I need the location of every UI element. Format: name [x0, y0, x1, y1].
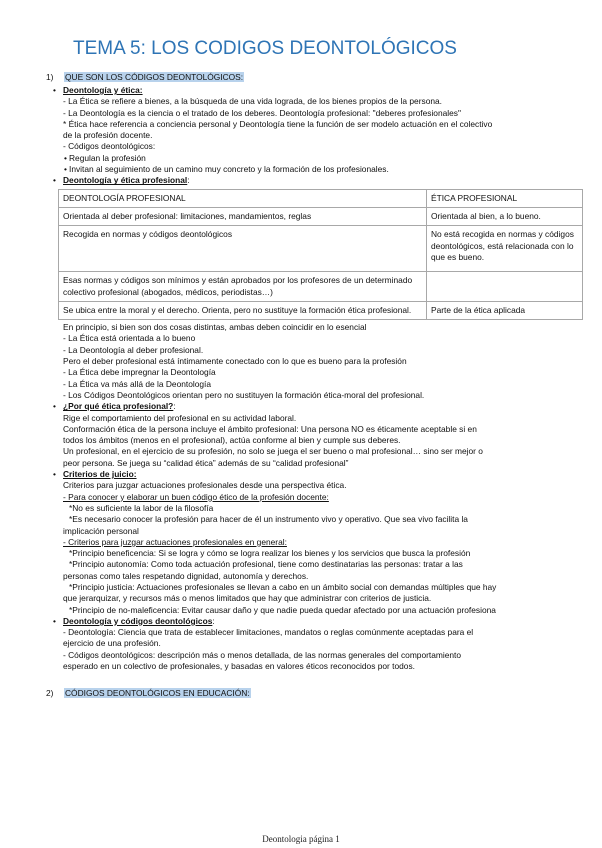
bullet-icon: • [53, 85, 56, 95]
text-line: En principio, si bien son dos cosas distintas, ambas deben coincidir en lo esencial [63, 322, 367, 333]
section-1-title: QUE SON LOS CÓDIGOS DEONTOLÓGICOS: [65, 72, 244, 82]
text-line: *Principio autonomía: Como toda actuación profesional, tiene como destinatarias las personas: tratar a las [69, 559, 463, 570]
text-line: Conformación ética de la persona incluye el ámbito profesional: Una persona NO es éticamente aceptable si en [63, 423, 477, 434]
bullet-criterios-juicio [0, 469, 602, 480]
text-line: - Deontología: Ciencia que trata de establecer limitaciones, mandatos o reglas comúnmente aceptadas para el [63, 627, 474, 638]
text-line: - La Ética se refiere a bienes, a la búsqueda de una vida lograda, de los bienes propios de la persona. [63, 96, 442, 107]
text-line: - La Deontología al deber profesional. [63, 344, 204, 355]
text-line: - Códigos deontológicos: [63, 141, 156, 152]
bullet-deontologia-etica-profesional: • Deontología y ética profesional: [53, 175, 190, 186]
bullet-deontologia-etica [0, 85, 602, 96]
table-cell: Esas normas y códigos son mínimos y están aprobados por los profesores de un determinado colectivo profesional (abogados, médicos, periodistas…) [59, 272, 427, 302]
bullet-icon: • [64, 164, 67, 175]
bullet-icon: • [53, 401, 56, 412]
section-2-title: CÓDIGOS DEONTOLÓGICOS EN EDUCACIÓN: [65, 688, 250, 699]
table-header-cell: ÉTICA PROFESIONAL [427, 189, 583, 207]
text-line: *Principio justicia: Actuaciones profesionales se llevan a cabo en un ámbito social con demandas múltiples que hay [69, 581, 497, 592]
sub-list-item: • Regulan la profesión [64, 152, 146, 163]
table-cell: No está recogida en normas y códigos deontológicos, está relacionada con lo que es bueno. [427, 226, 583, 272]
section-2-heading [0, 688, 602, 701]
table-header-row [59, 189, 583, 207]
table-cell [427, 272, 583, 302]
table-cell: Orientada al deber profesional: limitaciones, mandamientos, reglas [59, 207, 427, 225]
table-row [59, 301, 583, 319]
table-row [59, 226, 583, 272]
bullet-title: Deontología y ética profesional [63, 175, 188, 186]
text-line: * Ética hace referencia a conciencia personal y Deontología tiene la función de ser modelo actuación en el colectivo [63, 118, 493, 129]
text-line: *Principio beneficencia: Si se logra y cómo se logra realizar los bienes y los servicios que busca la profesión [69, 548, 471, 559]
text-line: Criterios para juzgar actuaciones profesionales desde una perspectiva ética. [63, 480, 347, 491]
subheading-line: - Para conocer y elaborar un buen código ético de la profesión docente: [63, 491, 329, 502]
text-line: personas como tales respetando dignidad, autonomía y derechos. [63, 570, 309, 581]
section-1-number: 1) [46, 72, 54, 82]
bullet-icon: • [64, 152, 67, 163]
bullet-por-que-etica: • ¿Por qué ética profesional?: [53, 401, 176, 412]
text-line: implicación personal [63, 525, 139, 536]
bullet-icon: • [53, 175, 56, 186]
text-line: *Es necesario conocer la profesión para hacer de él un instrumento vivo y operativo. Que sea vivo facilita la [69, 514, 468, 525]
text-line: Rige el comportamiento del profesional en su actividad laboral. [63, 412, 297, 423]
table-cell: Parte de la ética aplicada [427, 301, 583, 319]
text-line: *No es suficiente la labor de la filosofía [69, 502, 214, 513]
sub-list-item: • Invitan al seguimiento de un camino muy concreto y la formación de los profesionales. [64, 164, 389, 175]
table-header-cell: DEONTOLOGÍA PROFESIONAL [59, 189, 427, 207]
table-cell: Recogida en normas y códigos deontológicos [59, 226, 427, 272]
page-title: TEMA 5: LOS CODIGOS DEONTOLÓGICOS [73, 38, 457, 59]
table-row [59, 207, 583, 225]
section-1-heading [0, 72, 602, 85]
text-line: Un profesional, en el ejercicio de su profesión, no solo se juega el ser bueno o mal profesional… sino ser mejor o [63, 446, 483, 457]
text-line: todos los ámbitos (menos en el profesional), actúa conforme al bien y cumple sus deberes. [63, 435, 401, 446]
bullet-title: Deontología y códigos deontológicos [63, 615, 213, 626]
bullet-title: Criterios de juicio: [63, 469, 137, 480]
text-line: que jerarquizar, y recursos más o menos limitados que hay que administrar con criterios de justicia. [63, 593, 432, 604]
bullet-icon: • [53, 469, 56, 480]
text-line: - La Ética está orientada a lo bueno [63, 333, 196, 344]
comparison-table [58, 189, 583, 320]
text-line: - La Deontología es la ciencia o el tratado de los deberes. Deontología profesional: "deberes profesionales" [63, 107, 461, 118]
text-line: *Principio de no-maleficencia: Evitar causar daño y que nadie pueda quedar afectado por una actuación profesiona [69, 604, 496, 615]
table-row [59, 272, 583, 302]
text-line: - Los Códigos Deontológicos orientan pero no sustituyen la formación ética-moral del profesional. [63, 389, 425, 400]
text-line: de la profesión docente. [63, 130, 153, 141]
bullet-title: ¿Por qué ética profesional? [63, 401, 174, 412]
document-body [0, 72, 602, 701]
bullet-icon: • [53, 615, 56, 626]
table-cell: Orientada al bien, a lo bueno. [427, 207, 583, 225]
subheading-line: - Criterios para juzgar actuaciones profesionales en general: [63, 536, 287, 547]
text-line: Pero el deber profesional está íntimamente conectado con lo que es bueno para la profesión [63, 356, 407, 367]
page-footer: Deontologia página 1 [262, 834, 340, 844]
bullet-deontologia-codigos: • Deontología y códigos deontológicos: [53, 615, 215, 626]
section-2-number: 2) [46, 688, 54, 699]
text-line: ejercicio de una profesión. [63, 638, 161, 649]
table-cell: Se ubica entre la moral y el derecho. Orienta, pero no sustituye la formación ética profesional. [59, 301, 427, 319]
text-line: - Códigos deontológicos: descripción más o menos detallada, de las normas generales del comportamiento [63, 649, 462, 660]
text-line: peor persona. Se juega su “calidad ética” además de su “calidad profesional” [63, 457, 349, 468]
bullet-title: Deontología y ética: [63, 85, 143, 95]
text-line: - La Ética va más allá de la Deontología [63, 378, 212, 389]
text-line: - La Ética debe impregnar la Deontología [63, 367, 216, 378]
text-line: esperado en un colectivo de profesionales, y basadas en valores éticos reconocidos por todos. [63, 661, 415, 672]
